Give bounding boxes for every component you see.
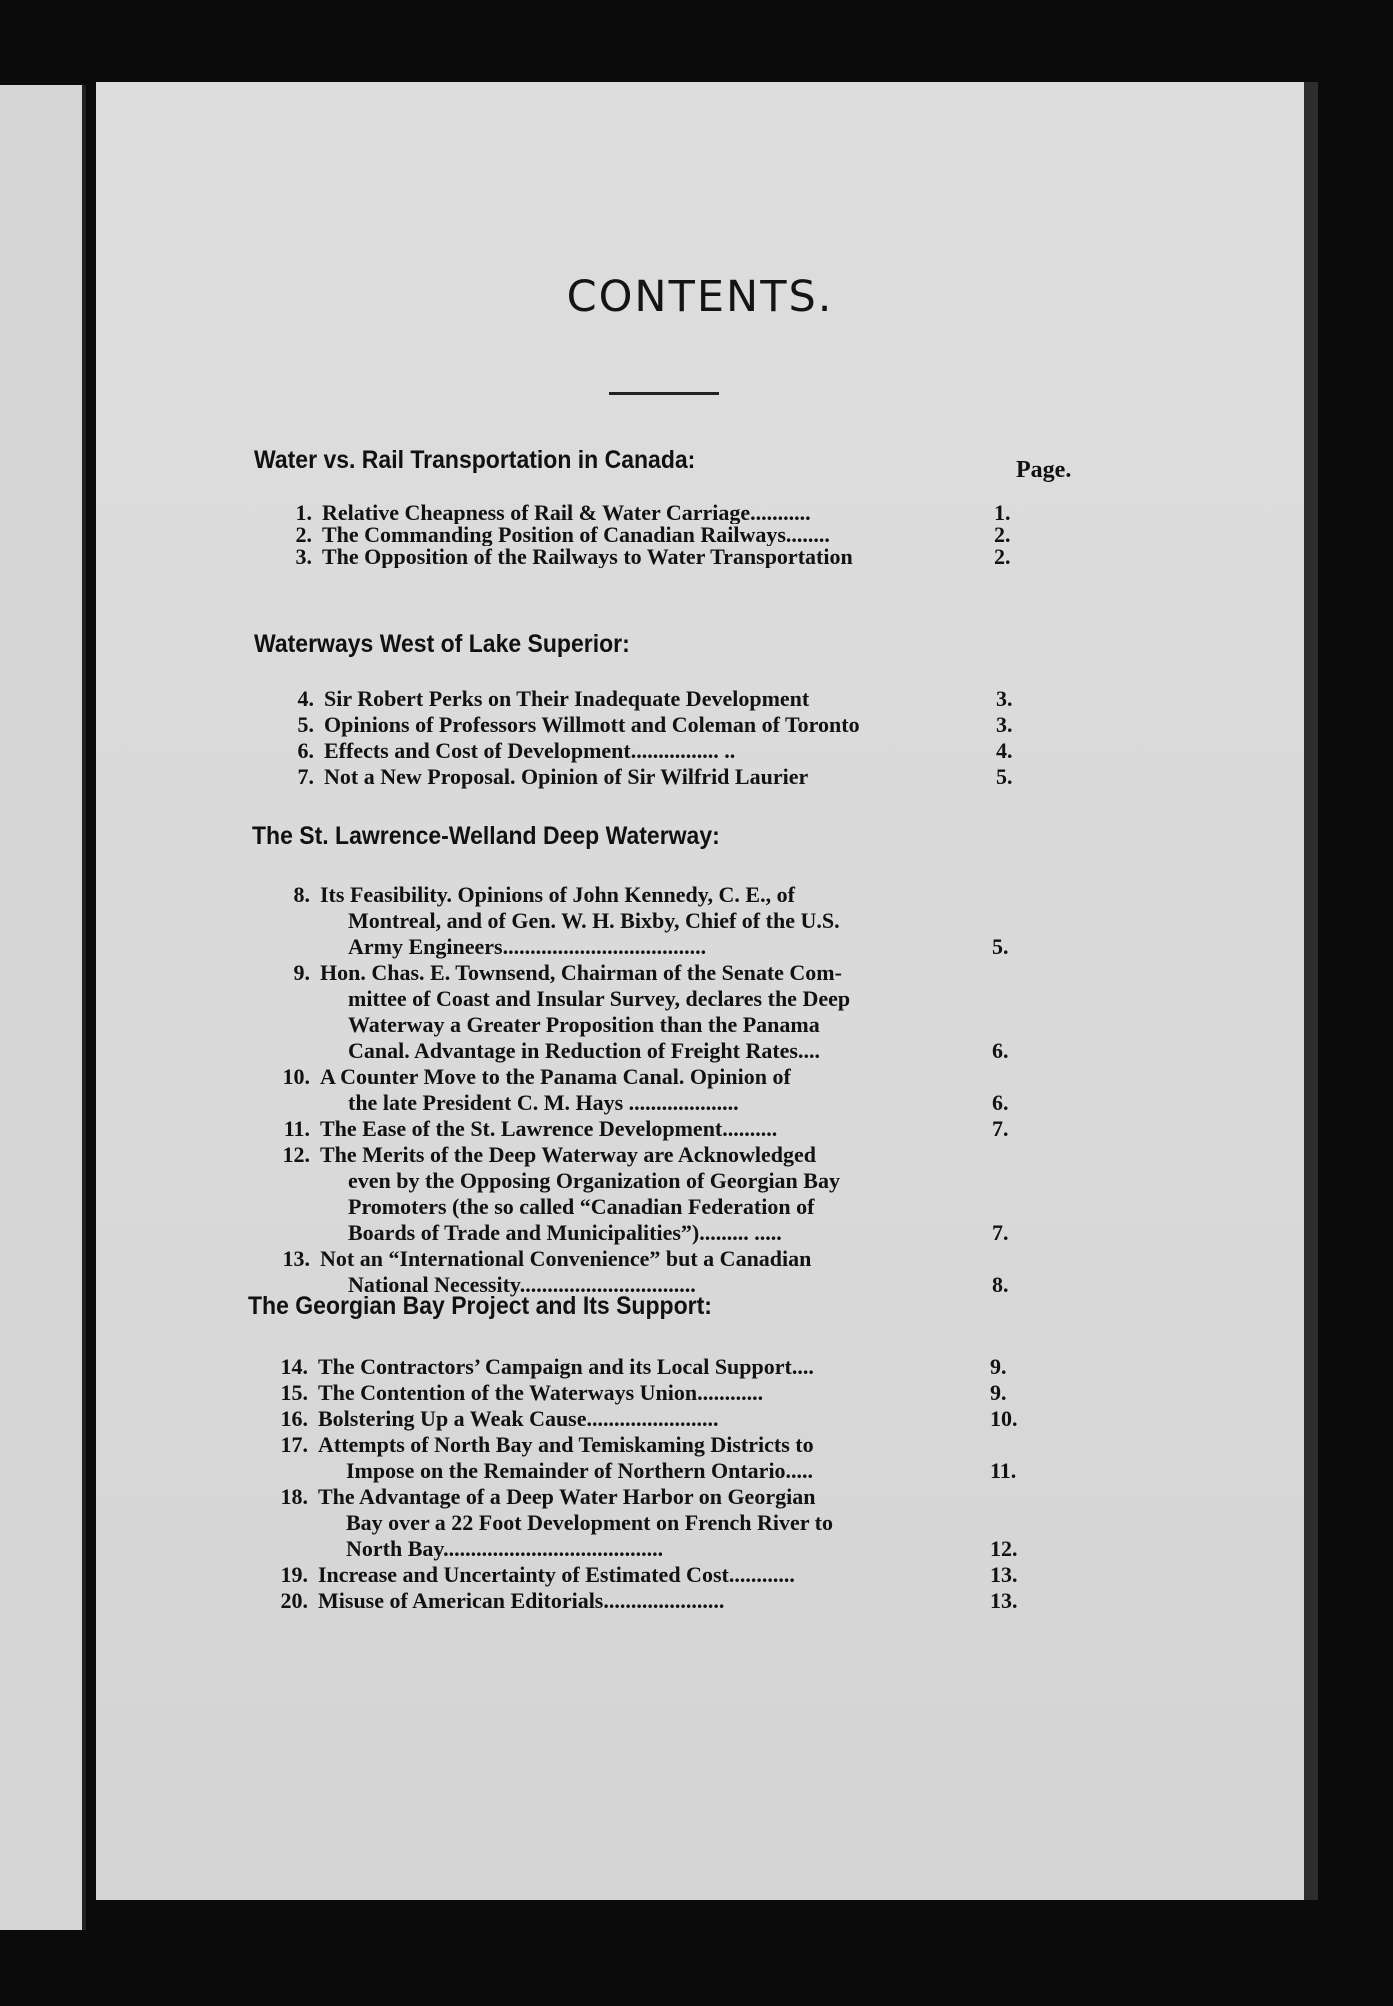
- entry-title: [318, 1432, 970, 1484]
- entry-title-line: Bolstering Up a Weak Cause........................: [318, 1406, 719, 1431]
- entry-title-line: Sir Robert Perks on Their Inadequate Development: [324, 686, 810, 711]
- entry-page-number: 13.: [990, 1588, 1018, 1613]
- entry-title-line: Its Feasibility. Opinions of John Kennedy, C. E., of: [320, 882, 795, 907]
- entry-title: [324, 686, 976, 712]
- entry-title: [318, 1354, 970, 1380]
- entry-number: 19.: [280, 1562, 308, 1587]
- title-rule: [609, 392, 719, 395]
- entry-title: [324, 764, 976, 790]
- entry-title-line: Waterway a Greater Proposition than the Panama: [348, 1012, 820, 1037]
- entry-number: 11.: [283, 1116, 310, 1141]
- entry-title-line: the late President C. M. Hays ....................: [348, 1090, 739, 1115]
- entry-title-line: The Ease of the St. Lawrence Development..........: [320, 1116, 778, 1141]
- entry-number: 1.: [295, 500, 312, 525]
- entry-number: 3.: [295, 544, 312, 569]
- entry-number: 17.: [280, 1432, 308, 1457]
- entry-number: 20.: [280, 1588, 308, 1613]
- entry-title-line: The Opposition of the Railways to Water Transportation: [322, 546, 853, 568]
- section-heading: The Georgian Bay Project and Its Support:: [248, 1292, 712, 1320]
- entry-page-number: 7.: [992, 1220, 1009, 1245]
- entry-title-line: Attempts of North Bay and Temiskaming Districts to: [318, 1432, 814, 1457]
- entry-number: 5.: [297, 712, 314, 737]
- entry-title: [324, 738, 976, 764]
- entry-page-number: 5.: [996, 764, 1013, 789]
- entry-page-number: 3.: [996, 712, 1013, 737]
- entry-title: [322, 524, 974, 546]
- entry-title: [318, 1588, 970, 1614]
- entry-title-line: Impose on the Remainder of Northern Ontario.....: [346, 1458, 814, 1483]
- entry-page-number: 10.: [990, 1406, 1018, 1431]
- entry-title-line: The Contractors’ Campaign and its Local Support....: [318, 1354, 814, 1379]
- entry-page-number: 2.: [994, 544, 1011, 569]
- entry-title-line: Increase and Uncertainty of Estimated Cost............: [318, 1562, 795, 1587]
- entry-title-line: Bay over a 22 Foot Development on French River to: [346, 1510, 833, 1535]
- entry-page-number: 3.: [996, 686, 1013, 711]
- entry-title: [318, 1484, 970, 1562]
- entry-number: 4.: [297, 686, 314, 711]
- entry-number: 13.: [282, 1246, 310, 1271]
- entry-title-line: The Commanding Position of Canadian Railways........: [322, 524, 830, 546]
- entry-title-line: Misuse of American Editorials......................: [318, 1588, 725, 1613]
- contents-page: [96, 82, 1318, 1900]
- entry-number: 2.: [295, 522, 312, 547]
- entry-page-number: 6.: [992, 1038, 1009, 1063]
- entry-title-line: The Advantage of a Deep Water Harbor on Georgian: [318, 1484, 816, 1509]
- entry-number: 15.: [280, 1380, 308, 1405]
- page-title: CONTENTS.: [566, 272, 834, 322]
- entry-title-line: Boards of Trade and Municipalities”)......... .....: [348, 1220, 782, 1245]
- entry-page-number: 7.: [992, 1116, 1009, 1141]
- entry-title-line: Relative Cheapness of Rail & Water Carriage...........: [322, 502, 811, 524]
- entry-number: 16.: [280, 1406, 308, 1431]
- entry-title-line: Promoters (the so called “Canadian Federation of: [348, 1194, 815, 1219]
- entry-number: 7.: [297, 764, 314, 789]
- entry-title-line: Canal. Advantage in Reduction of Freight Rates....: [348, 1038, 820, 1063]
- entry-page-number: 9.: [990, 1380, 1007, 1405]
- entry-number: 10.: [282, 1064, 310, 1089]
- entry-page-number: 8.: [992, 1272, 1009, 1297]
- adjacent-page-edge: [0, 85, 86, 1930]
- entry-title-line: even by the Opposing Organization of Georgian Bay: [348, 1168, 840, 1193]
- entry-number: 14.: [280, 1354, 308, 1379]
- entry-title: [320, 1142, 972, 1246]
- entry-title: [318, 1406, 970, 1432]
- entry-page-number: 2.: [994, 522, 1011, 547]
- entry-title-line: The Contention of the Waterways Union............: [318, 1380, 764, 1405]
- entry-number: 12.: [282, 1142, 310, 1167]
- entry-title: [322, 502, 974, 524]
- entry-title-line: A Counter Move to the Panama Canal. Opinion of: [320, 1064, 791, 1089]
- entry-number: 18.: [280, 1484, 308, 1509]
- section-heading: Waterways West of Lake Superior:: [254, 630, 630, 658]
- page-column-label: Page.: [1016, 457, 1072, 483]
- entry-title-line: The Merits of the Deep Waterway are Acknowledged: [320, 1142, 816, 1167]
- entry-page-number: 1.: [994, 500, 1011, 525]
- entry-page-number: 12.: [990, 1536, 1018, 1561]
- section-heading: The St. Lawrence-Welland Deep Waterway:: [252, 822, 720, 850]
- entry-title: [320, 960, 972, 1064]
- entry-title-line: Army Engineers.....................................: [348, 934, 707, 959]
- entry-title: [318, 1380, 970, 1406]
- entry-title: [320, 1064, 972, 1116]
- entry-page-number: 6.: [992, 1090, 1009, 1115]
- entry-title: [324, 712, 976, 738]
- entry-title-line: North Bay........................................: [346, 1536, 664, 1561]
- entry-title-line: Montreal, and of Gen. W. H. Bixby, Chief of the U.S.: [348, 908, 840, 933]
- entry-page-number: 4.: [996, 738, 1013, 763]
- entry-page-number: 13.: [990, 1562, 1018, 1587]
- entry-title-line: mittee of Coast and Insular Survey, declares the Deep: [348, 986, 851, 1011]
- entry-page-number: 5.: [992, 934, 1009, 959]
- entry-title: [318, 1562, 970, 1588]
- entry-title: [320, 1116, 972, 1142]
- entry-number: 9.: [293, 960, 310, 985]
- entry-title: [320, 882, 972, 960]
- entry-title-line: Effects and Cost of Development................ ..: [324, 738, 736, 763]
- entry-page-number: 11.: [990, 1458, 1017, 1483]
- entry-title-line: Not a New Proposal. Opinion of Sir Wilfrid Laurier: [324, 764, 809, 789]
- section-heading: Water vs. Rail Transportation in Canada:: [254, 446, 696, 474]
- entry-title: [322, 546, 974, 568]
- entry-title-line: Opinions of Professors Willmott and Coleman of Toronto: [324, 712, 860, 737]
- entry-number: 8.: [293, 882, 310, 907]
- entry-number: 6.: [297, 738, 314, 763]
- entry-title: [320, 1246, 972, 1298]
- entry-title-line: National Necessity................................: [348, 1272, 696, 1297]
- entry-title-line: Hon. Chas. E. Townsend, Chairman of the Senate Com-: [320, 960, 842, 985]
- entry-title-line: Not an “International Convenience” but a Canadian: [320, 1246, 812, 1271]
- entry-page-number: 9.: [990, 1354, 1007, 1379]
